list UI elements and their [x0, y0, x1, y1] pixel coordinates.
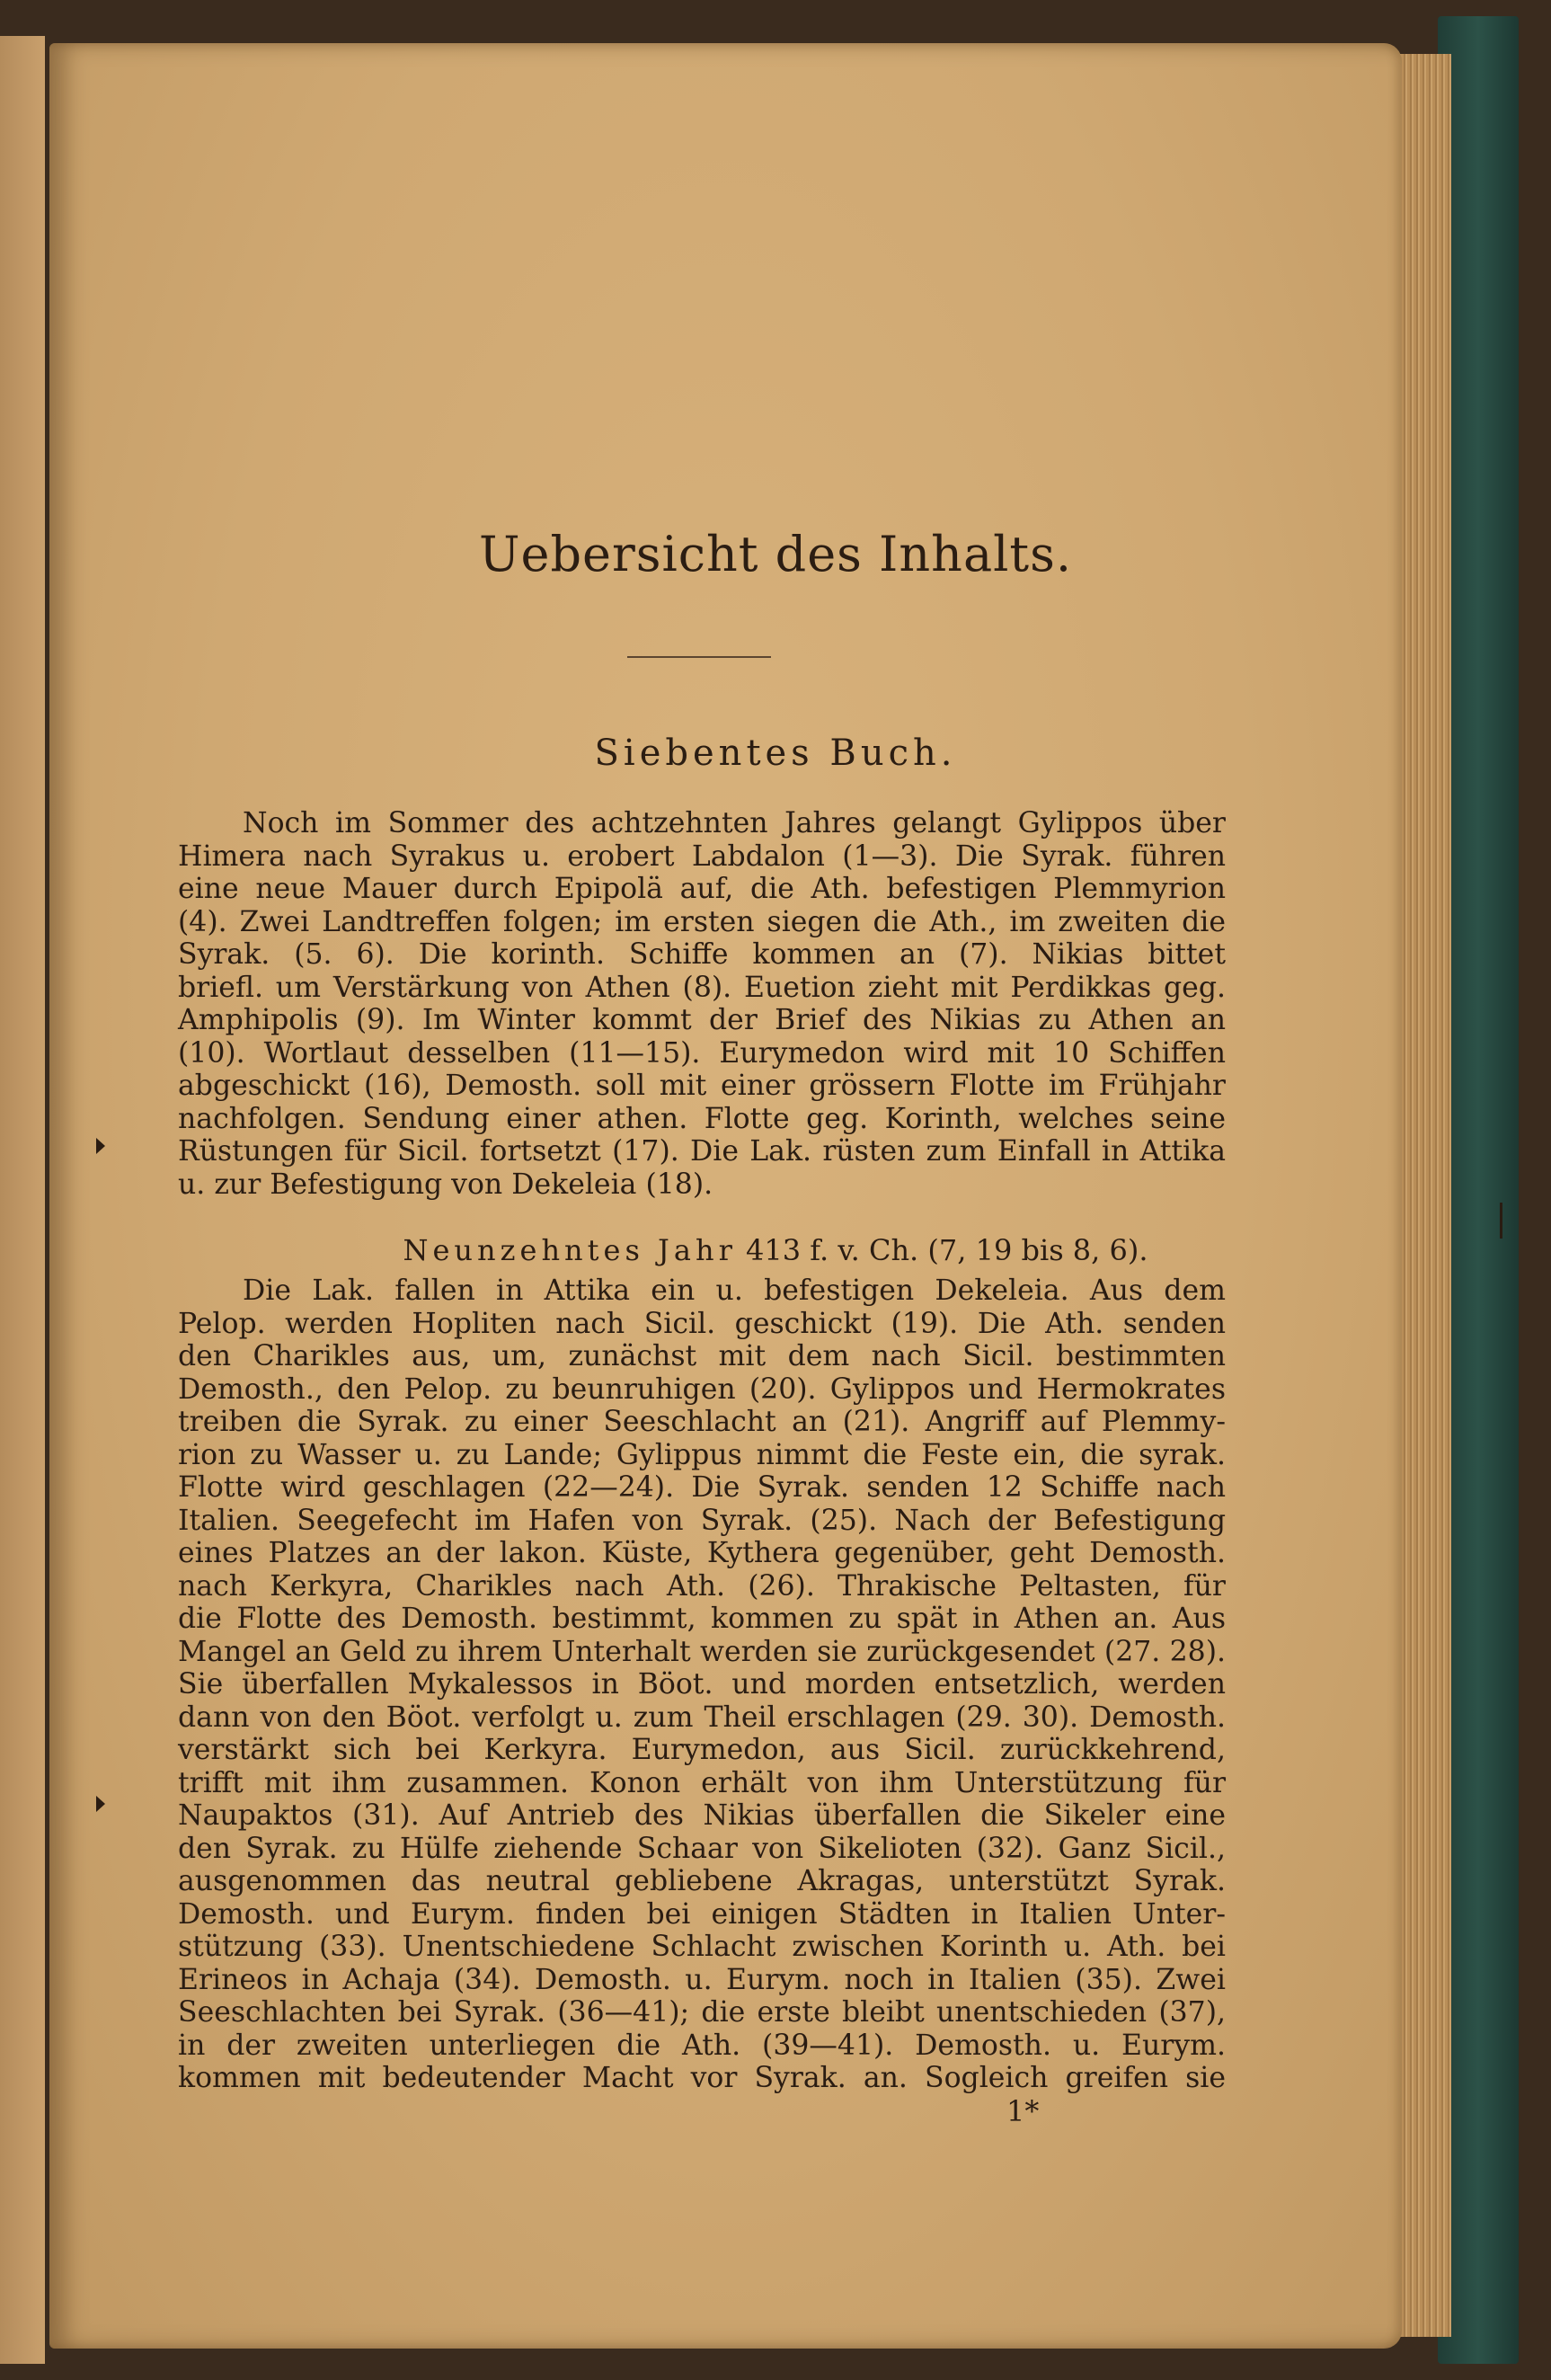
text-line: (4). Zwei Landtreffen folgen; im ersten siegen die Ath., im zweiten die: [178, 905, 1226, 938]
previous-page-sliver: [0, 36, 45, 2364]
text-line: Flotte wird geschlagen (22—24). Die Syrak. senden 12 Schiffe nach: [178, 1471, 1226, 1504]
text-line: Amphipolis (9). Im Winter kommt der Brief des Nikias zu Athen an: [178, 1004, 1226, 1036]
text-line: eine neue Mauer durch Epipolä auf, die Ath. befestigen Plemmyrion: [178, 873, 1226, 905]
text-line: die Flotte des Demosth. bestimmt, kommen zu spät in Athen an. Aus: [178, 1603, 1226, 1635]
text-line: den Charikles aus, um, zunächst mit dem nach Sicil. bestimmten: [178, 1340, 1226, 1372]
text-line: abgeschickt (16), Demosth. soll mit einer grössern Flotte im Frühjahr: [178, 1070, 1226, 1102]
text-line: Rüstungen für Sicil. fortsetzt (17). Die Lak. rüsten zum Einfall in Attika: [178, 1135, 1226, 1168]
text-line: (10). Wortlaut desselben (11—15). Eurymedon wird mit 10 Schiffen: [178, 1036, 1226, 1070]
text-line: treiben die Syrak. zu einer Seeschlacht an (21). Angriff auf Plemmy-: [178, 1406, 1226, 1438]
year-heading-spaced: Neunzehntes Jahr: [403, 1233, 737, 1267]
book-heading: Siebentes Buch.: [594, 733, 957, 774]
year-heading-rest: 413 f. v. Ch. (7, 19 bis 8, 6).: [736, 1233, 1148, 1267]
text-line: nachfolgen. Sendung einer athen. Flotte geg. Korinth, welches seine: [178, 1102, 1226, 1135]
margin-tab-marker: [96, 1796, 105, 1812]
text-line: stützung (33). Unentschiedene Schlacht zwischen Korinth u. Ath. bei: [178, 1931, 1226, 1963]
text-line: Pelop. werden Hopliten nach Sicil. geschickt (19). Die Ath. senden: [178, 1307, 1226, 1340]
text-line: Demosth., den Pelop. zu beunruhigen (20). Gylippos und Hermokrates: [178, 1372, 1226, 1406]
paragraph-year-nineteen: [178, 1274, 1226, 2095]
title-divider: [627, 656, 771, 658]
text-line: Demosth. und Eurym. finden bei einigen Städten in Italien Unter-: [178, 1897, 1226, 1931]
text-line: rion zu Wasser u. zu Lande; Gylippus nimmt die Feste ein, die syrak.: [178, 1438, 1226, 1471]
text-line: dann von den Böot. verfolgt u. zum Theil erschlagen (29. 30). Demosth.: [178, 1701, 1226, 1734]
text-line: Mangel an Geld zu ihrem Unterhalt werden sie zurückgesendet (27. 28).: [178, 1635, 1226, 1668]
margin-tab-marker: [96, 1138, 105, 1154]
text-line: Italien. Seegefecht im Hafen von Syrak. (25). Nach der Befestigung: [178, 1504, 1226, 1537]
text-line: nach Kerkyra, Charikles nach Ath. (26). Thrakische Peltasten, für: [178, 1569, 1226, 1603]
text-line: Noch im Sommer des achtzehnten Jahres gelangt Gylippos über: [243, 807, 1226, 839]
text-line: den Syrak. zu Hülfe ziehende Schaar von Sikelioten (32). Ganz Sicil.,: [178, 1832, 1226, 1865]
text-line: ausgenommen das neutral gebliebene Akragas, unterstützt Syrak.: [178, 1865, 1226, 1897]
paragraph-book-seven: [178, 807, 1226, 1201]
text-line: eines Platzes an der lakon. Küste, Kythera gegenüber, geht Demosth.: [178, 1537, 1226, 1569]
text-line: in der zweiten unterliegen die Ath. (39—41). Demosth. u. Eurym.: [178, 2029, 1226, 2062]
text-line: kommen mit bedeutender Macht vor Syrak. an. Sogleich greifen sie: [178, 2062, 1226, 2094]
text-line: Naupaktos (31). Auf Antrieb des Nikias überfallen die Sikeler eine: [178, 1799, 1226, 1832]
year-heading: [0, 1233, 1551, 1267]
printer-signature-mark: 1*: [1006, 2094, 1040, 2128]
text-line: Erineos in Achaja (34). Demosth. u. Eurym. noch in Italien (35). Zwei: [178, 1963, 1226, 1996]
text-line: Syrak. (5. 6). Die korinth. Schiffe kommen an (7). Nikias bittet: [178, 938, 1226, 971]
text-line: u. zur Befestigung von Dekeleia (18).: [178, 1168, 713, 1201]
text-line: Himera nach Syrakus u. erobert Labdalon (1—3). Die Syrak. führen: [178, 839, 1226, 873]
text-line: briefl. um Verstärkung von Athen (8). Euetion zieht mit Perdikkas geg.: [178, 971, 1226, 1004]
text-line: trifft mit ihm zusammen. Konon erhält von ihm Unterstützung für: [178, 1766, 1226, 1799]
text-line: Die Lak. fallen in Attika ein u. befestigen Dekeleia. Aus dem: [243, 1274, 1226, 1307]
page-title: Uebersicht des Inhalts.: [478, 526, 1072, 582]
text-line: verstärkt sich bei Kerkyra. Eurymedon, aus Sicil. zurückkehrend,: [178, 1734, 1226, 1766]
text-line: Sie überfallen Mykalessos in Böot. und morden entsetzlich, werden: [178, 1668, 1226, 1701]
text-line: Seeschlachten bei Syrak. (36—41); die erste bleibt unentschieden (37),: [178, 1996, 1226, 2029]
